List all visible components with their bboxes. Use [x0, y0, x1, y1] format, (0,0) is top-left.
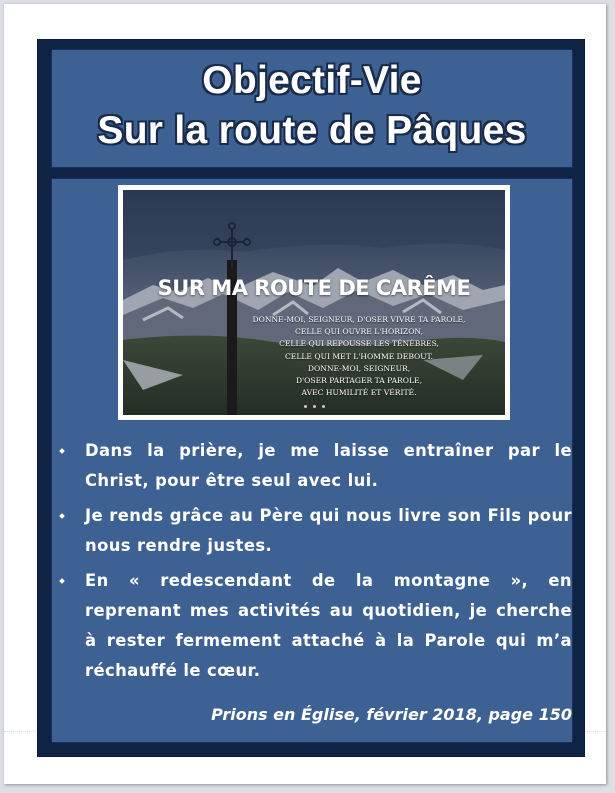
list-item-text: Je rends grâce au Père qui nous livre son Fils pour nous rendre justes. [85, 506, 572, 555]
photo-prayer [213, 314, 505, 399]
prayer-line: CELLE QUI OUVRE L'HORIZON, [295, 327, 423, 337]
photo-heading: SUR MA ROUTE DE CARÊME [157, 276, 471, 300]
prayer-line: CELLE QUI REPOUSSE LES TÉNÈBRES, [279, 339, 439, 349]
prayer-line: CELLE QUI MET L'HOMME DEBOUT. [284, 351, 434, 361]
lent-photo [118, 185, 510, 420]
poster-title: Objectif-Vie [202, 59, 422, 102]
prayer-line: AVEC HUMILITÉ ET VÉRITÉ. [301, 388, 417, 398]
list-item [62, 566, 572, 686]
slider-dots [123, 405, 505, 410]
dot-icon [304, 405, 307, 408]
reflection-list [62, 436, 572, 691]
dot-icon [322, 405, 325, 408]
list-item-text: En « redescendant de la montagne », en reprenant mes activités au quotidien, je cherche à rester fermement attaché à la Parole qui m’a réchauffé le cœur. [85, 571, 572, 680]
list-item [62, 436, 572, 496]
source-citation: Prions en Église, février 2018, page 150 [211, 705, 572, 724]
poster-subtitle: Sur la route de Pâques [97, 109, 527, 152]
prayer-line: D'OSER PARTAGER TA PAROLE, [295, 376, 423, 386]
prayer-line: DONNE-MOI, SEIGNEUR, D'OSER VIVRE TA PAROLE, [252, 315, 466, 324]
dot-icon [313, 405, 316, 408]
list-item-text: Dans la prière, je me laisse entraîner par le Christ, pour être seul avec lui. [85, 441, 572, 490]
list-item [62, 501, 572, 561]
prayer-line: DONNE-MOI, SEIGNEUR, [307, 363, 411, 373]
title-panel [51, 49, 573, 168]
